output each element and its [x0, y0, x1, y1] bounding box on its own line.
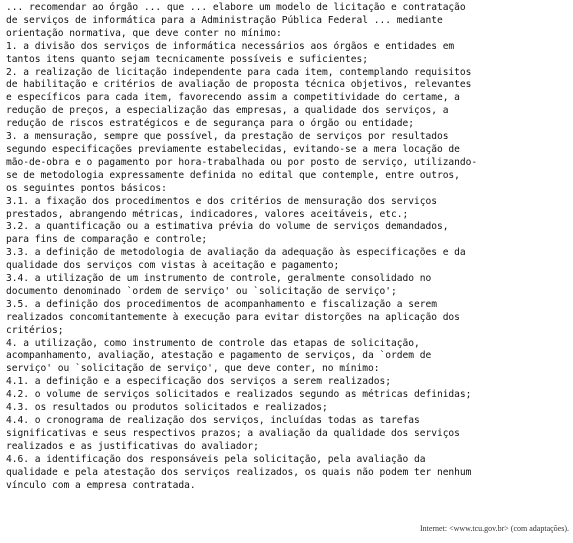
text-line: 2. a realização de licitação independente para cada item, contemplando requisitos — [6, 66, 472, 78]
text-line: 4. a utilização, como instrumento de controle das etapas de solicitação, — [6, 337, 420, 349]
text-line: 3.1. a fixação dos procedimentos e dos critérios de mensuração dos serviços — [6, 195, 437, 207]
document-body — [6, 2, 572, 492]
text-line: e específicos para cada item, favorecendo assim a competitividade do certame, a — [6, 92, 460, 104]
text-line: tantos itens quanto sejam tecnicamente possíveis e suficientes; — [6, 53, 368, 65]
text-line: 4.1. a definição e a especificação dos serviços a serem realizados; — [6, 376, 391, 388]
text-line: 4.4. o cronograma de realização dos serviços, incluídas todas as tarefas — [6, 415, 420, 426]
text-line: 4.3. os resultados ou produtos solicitados e realizados; — [6, 402, 328, 414]
text-line: 4.2. o volume de serviços solicitados e realizados segundo as métricas definidas; — [6, 389, 472, 401]
text-line: de habilitação e critérios de avaliação de proposta técnica objetivos, relevantes — [6, 79, 472, 91]
text-line: 1. a divisão dos serviços de informática necessários aos órgãos e entidades em — [6, 40, 455, 52]
text-line: 4.6. a identificação dos responsáveis pela solicitação, pela avaliação da — [6, 453, 426, 465]
text-line: qualidade e pela atestação dos serviços realizados, os quais não podem ter nenhum — [6, 466, 472, 478]
text-line: 3.3. a definição de metodologia de avaliação da adequação às especificações e da — [6, 247, 466, 259]
text-line: 3.2. a quantificação ou a estimativa prévia do volume de serviços demandados, — [6, 221, 449, 233]
text-line: 3. a mensuração, sempre que possível, da prestação de serviços por resultados — [6, 131, 449, 143]
text-line: significativas e seus respectivos prazos; a avaliação da qualidade dos serviços — [6, 427, 460, 439]
text-line: mão-de-obra e o pagamento por hora-trabalhada ou por posto de serviço, utilizando- — [6, 156, 478, 168]
text-line: segundo especificações previamente estabelecidas, evitando-se a mera locação de — [6, 143, 460, 155]
text-line: redução de preços, a especialização das empresas, a qualidade dos serviços, a — [6, 105, 449, 117]
text-line: 3.4. a utilização de um instrumento de controle, geralmente consolidado no — [6, 273, 432, 285]
text-line: vínculo com a empresa contratada. — [6, 479, 196, 491]
text-line: realizados concomitantemente à execução para evitar distorções na aplicação dos — [6, 311, 460, 323]
text-line: serviço' ou `solicitação de serviço', que deve conter, no mínimo: — [6, 363, 380, 375]
text-line: os seguintes pontos básicos: — [6, 182, 167, 194]
text-line: se de metodologia expressamente definida no edital que contemple, entre outros, — [6, 169, 460, 181]
text-line: documento denominado `ordem de serviço' ou `solicitação de serviço'; — [6, 285, 397, 297]
text-line: prestados, abrangendo métricas, indicadores, valores aceitáveis, etc.; — [6, 208, 409, 220]
text-line: realizados e as justificativas do avaliador; — [6, 440, 259, 452]
text-line: para fins de comparação e controle; — [6, 234, 208, 246]
text-line: de serviços de informática para a Administração Pública Federal ... mediante — [6, 14, 443, 26]
text-line: redução de riscos estratégicos e de segurança para o órgão ou entidade; — [6, 118, 414, 130]
text-line: orientação normativa, que deve conter no mínimo: — [6, 27, 282, 39]
text-line: qualidade dos serviços com vistas à aceitação e pagamento; — [6, 260, 340, 272]
text-line: acompanhamento, avaliação, atestação e pagamento de serviços, da `ordem de — [6, 350, 432, 362]
source-citation: Internet: <www.tcu.gov.br> (com adaptações). — [419, 524, 569, 533]
text-line: 3.5. a definição dos procedimentos de acompanhamento e fiscalização a serem — [6, 298, 437, 310]
text-line: critérios; — [6, 324, 64, 336]
text-line: ... recomendar ao órgão ... que ... elabore um modelo de licitação e contratação — [6, 2, 466, 13]
